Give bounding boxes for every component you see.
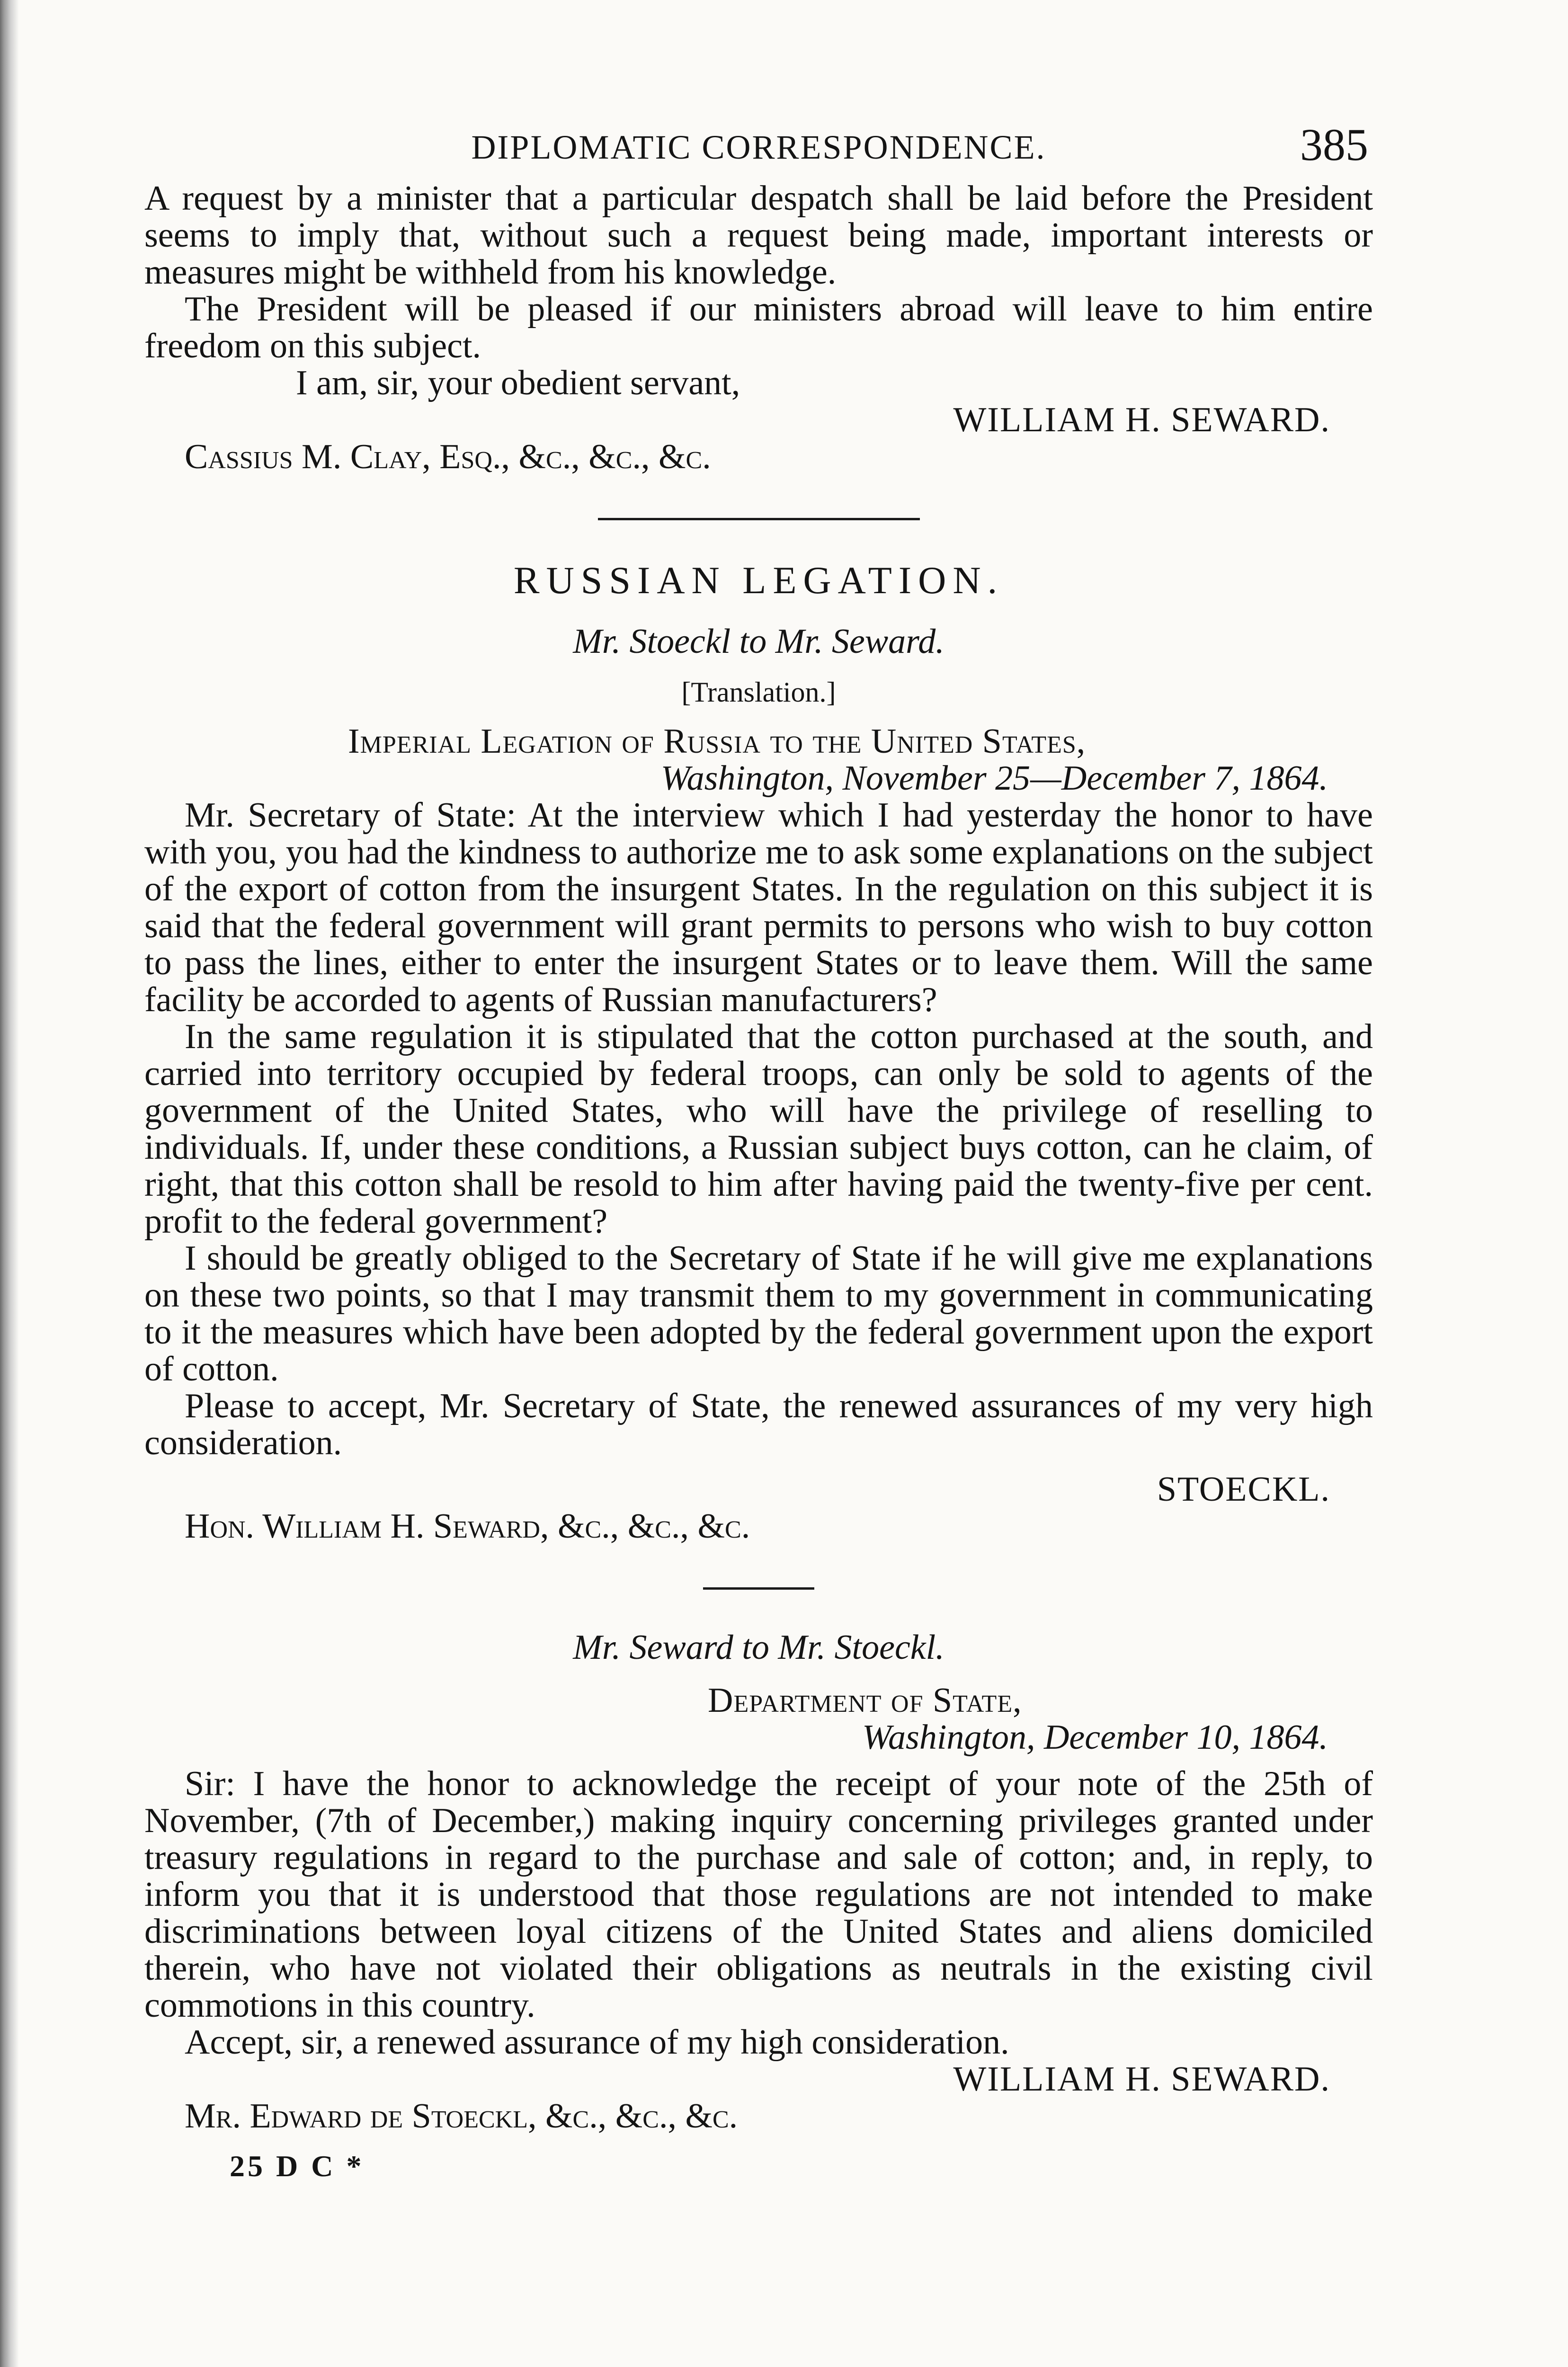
text-column: [144, 114, 1373, 2184]
dateline-organization: Department of State,: [708, 1681, 1022, 1720]
paragraph: In the same regulation it is stipulated that the cotton purchased at the south, and carried into territory occupied by federal troops, can only be sold to agents of the government of the United States, who will have the privilege of reselling to individuals. If, under these conditions, a Russian subject buys cotton, can he claim, of right, that this cotton shall be resold to him after having paid the twenty-five per cent. profit to the federal government?: [144, 1017, 1373, 1241]
dateline-place-date: Washington, November 25—December 7, 1864.: [660, 759, 1328, 798]
signature: STOECKL.: [1157, 1470, 1330, 1509]
addressee: Hon. William H. Seward, &c., &c., &c.: [185, 1507, 750, 1546]
divider-rule: [598, 518, 920, 520]
divider-rule: [703, 1587, 814, 1590]
translation-note: [Translation.]: [681, 676, 836, 708]
paragraph: The President will be pleased if our ministers abroad will leave to him entire freedom on this subject.: [144, 290, 1373, 365]
closing-line: I am, sir, your obedient servant,: [296, 364, 740, 402]
binding-shadow: [0, 0, 19, 2367]
letter-heading: Mr. Stoeckl to Mr. Seward.: [573, 622, 944, 661]
paragraph: I should be greatly obliged to the Secretary of State if he will give me explanations on these two points, so that I may transmit them to my government in communicating to it the measures which have been adopted by the federal government upon the export of cotton.: [144, 1239, 1373, 1388]
page-number: 385: [1300, 119, 1368, 170]
letter-clay: [144, 180, 1373, 475]
addressee: Cassius M. Clay, Esq., &c., &c., &c.: [185, 437, 711, 476]
letter-stoeckl: [144, 622, 1373, 1545]
running-title: DIPLOMATIC CORRESPONDENCE.: [471, 128, 1046, 166]
paragraph: A request by a minister that a particular despatch shall be laid before the President seems to imply that, without such a request being made, important interests or measures might be withheld from his knowledge.: [144, 179, 1373, 292]
signature: WILLIAM H. SEWARD.: [953, 2060, 1330, 2099]
signature: WILLIAM H. SEWARD.: [953, 400, 1330, 439]
paragraph: Accept, sir, a renewed assurance of my high consideration.: [185, 2023, 1009, 2062]
dateline-place-date: Washington, December 10, 1864.: [862, 1718, 1328, 1757]
letter-seward: [144, 1628, 1373, 2135]
section-title: RUSSIAN LEGATION.: [513, 559, 1004, 602]
running-header: [144, 114, 1373, 170]
paragraph: Please to accept, Mr. Secretary of State, the renewed assurances of my very high consideration.: [144, 1387, 1373, 1462]
letter-heading: Mr. Seward to Mr. Stoeckl.: [573, 1628, 944, 1667]
dateline-organization: Imperial Legation of Russia to the United States,: [348, 722, 1086, 761]
paragraph: Sir: I have the honor to acknowledge the receipt of your note of the 25th of November, (7th of December,) making inquiry concerning privileges granted under treasury regulations in regard to the purchase and sale of cotton; and, in reply, to inform you that it is understood that those regulations are not intended to make discriminations between loyal citizens of the United States and aliens domiciled therein, who have not violated their obligations as neutrals in the existing civil commotions in this country.: [144, 1764, 1373, 2025]
addressee: Mr. Edward de Stoeckl, &c., &c., &c.: [185, 2097, 738, 2136]
printer-signature-mark: 25 D C *: [230, 2149, 365, 2183]
paragraph: Mr. Secretary of State: At the interview which I had yesterday the honor to have with you, you had the kindness to authorize me to ask some explanations on the subject of the export of cotton from the insurgent States. In the regulation on this subject it is said that the federal government will grant permits to persons who wish to buy cotton to pass the lines, either to enter the insurgent States or to leave them. Will the same facility be accorded to agents of Russian manufacturers?: [144, 796, 1373, 1019]
